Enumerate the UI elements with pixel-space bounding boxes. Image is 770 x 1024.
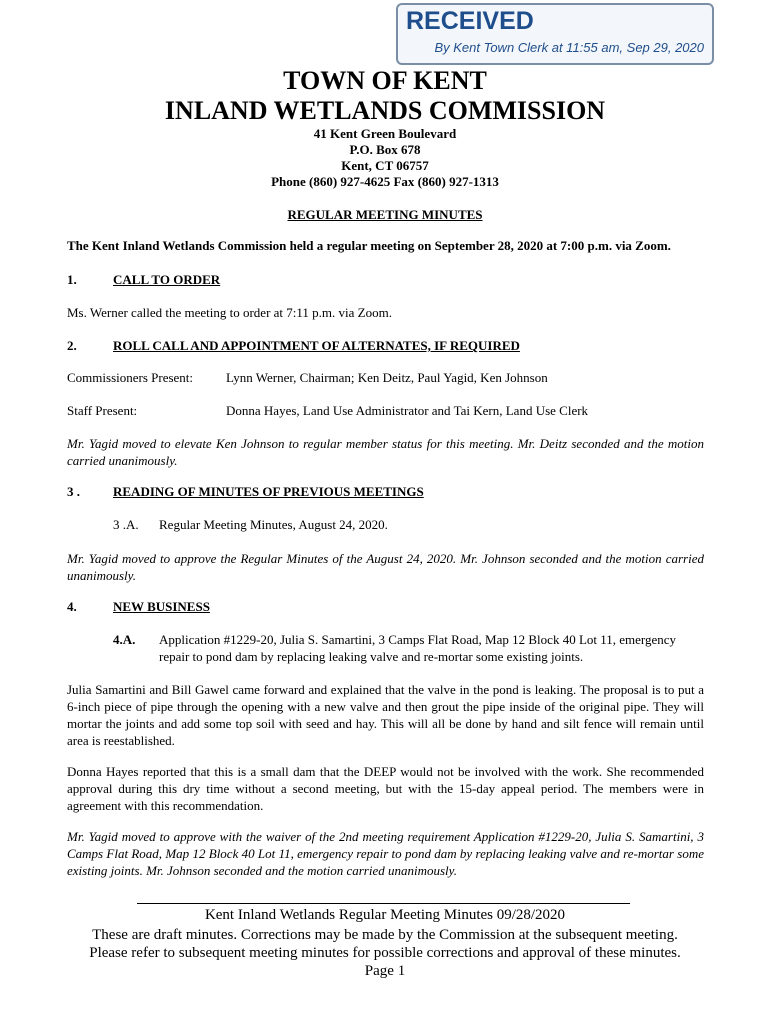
section-4a-number: 4.A.: [113, 632, 136, 647]
section-4-motion: Mr. Yagid moved to approve with the waiver of the 2nd meeting requirement Application #1229-20, Julia S. Samartini, 3 Camps Flat Road, Map 12 Block 40 Lot 11, emergency repair to pond dam by replacing leaking valve and re-mortar some existing joints. Mr. Johnson seconded and the motion carried unanimously.: [67, 829, 704, 878]
staff-label: Staff Present:: [67, 403, 138, 418]
section-3a-text: Regular Meeting Minutes, August 24, 2020.: [159, 517, 388, 532]
section-3-heading: READING OF MINUTES OF PREVIOUS MEETINGS: [113, 484, 424, 499]
address-street: 41 Kent Green Boulevard: [313, 126, 457, 141]
section-4-number: 4.: [67, 599, 77, 614]
section-1-number: 1.: [67, 272, 77, 287]
commission-title: INLAND WETLANDS COMMISSION: [164, 96, 606, 125]
section-4a-text: Application #1229-20, Julia S. Samartini, 3 Camps Flat Road, Map 12 Block 40 Lot 11, emergency repair to pond dam by replacing leaking valve and re-mortar some existing joints.: [159, 632, 677, 664]
section-1-body: Ms. Werner called the meeting to order at 7:11 p.m. via Zoom.: [67, 305, 392, 320]
page-number: Page 1: [364, 963, 406, 979]
footer-draft-note: These are draft minutes. Corrections may be made by the Commission at the subsequent meeting.: [92, 927, 678, 943]
staff-value: Donna Hayes, Land Use Administrator and Tai Kern, Land Use Clerk: [226, 403, 589, 418]
commissioners-value: Lynn Werner, Chairman; Ken Deitz, Paul Yagid, Ken Johnson: [226, 370, 548, 385]
received-stamp: [396, 3, 714, 65]
section-2-number: 2.: [67, 338, 77, 353]
section-4-heading: NEW BUSINESS: [113, 599, 210, 614]
document-title: REGULAR MEETING MINUTES: [287, 207, 483, 222]
section-2-heading: ROLL CALL AND APPOINTMENT OF ALTERNATES, IF REQUIRED: [113, 338, 520, 353]
stamp-title: RECEIVED: [406, 7, 534, 35]
section-4-paragraph-1: Julia Samartini and Bill Gawel came forward and explained that the valve in the pond is leaking. The proposal is to put a 6-inch piece of pipe through the opening with a new valve and then grout the pipe inside of the original pipe. They will mortar the joints and add some top soil with seed and hay. This will all be done by hand and silt fence will remain until area is reestablished.: [67, 682, 704, 748]
footer-divider: [137, 903, 630, 904]
town-title: TOWN OF KENT: [283, 66, 487, 95]
address-city: Kent, CT 06757: [341, 158, 429, 173]
section-3a-number: 3 .A.: [113, 517, 139, 532]
address-po-box: P.O. Box 678: [349, 142, 421, 157]
section-4-paragraph-2: Donna Hayes reported that this is a small dam that the DEEP would not be involved with the work. She recommended approval during this dry time without a second meeting, but with the 15-day appeal period. The members were in agreement with this recommendation.: [67, 764, 704, 813]
footer-title: Kent Inland Wetlands Regular Meeting Minutes 09/28/2020: [204, 907, 566, 923]
phone-fax: Phone (860) 927-4625 Fax (860) 927-1313: [271, 174, 499, 189]
section-3-number: 3 .: [67, 484, 80, 499]
section-1-heading: CALL TO ORDER: [113, 272, 221, 287]
meeting-intro: The Kent Inland Wetlands Commission held a regular meeting on September 28, 2020 at 7:00 p.m. via Zoom.: [67, 238, 671, 253]
stamp-subtitle: By Kent Town Clerk at 11:55 am, Sep 29, 2020: [434, 40, 704, 55]
footer-refer-note: Please refer to subsequent meeting minutes for possible corrections and approval of these minutes.: [89, 945, 681, 961]
commissioners-label: Commissioners Present:: [67, 370, 194, 385]
section-2-motion: Mr. Yagid moved to elevate Ken Johnson to regular member status for this meeting. Mr. Deitz seconded and the motion carried unanimously.: [67, 436, 704, 468]
section-3-motion: Mr. Yagid moved to approve the Regular Minutes of the August 24, 2020. Mr. Johnson seconded and the motion carried unanimously.: [67, 551, 704, 583]
